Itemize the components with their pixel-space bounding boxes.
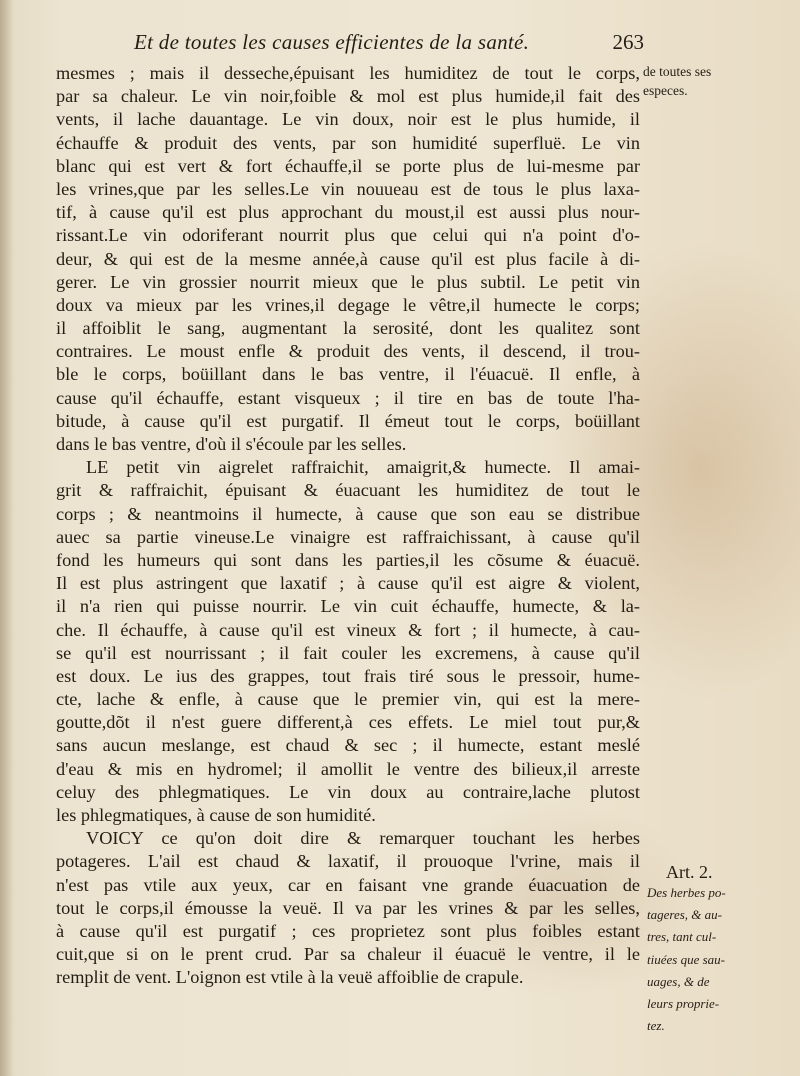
text-line: grit & raffraichit, épuisant & éuacuant les humiditez de tout le bbox=[56, 480, 640, 501]
text-line: sans aucun meslange, est chaud & sec ; il humecte, estant meslé bbox=[56, 735, 640, 756]
text-line: échauffe & produit des vents, par son humidité superfluë. Le vin bbox=[56, 132, 640, 153]
margin-note-line: especes. bbox=[643, 83, 688, 98]
text-line: blanc qui est vert & fort échauffe,il se porte plus de lui-mesme par bbox=[56, 155, 640, 176]
margin-note-line: uages, & de bbox=[647, 973, 710, 989]
text-line: contraires. Le moust enfle & produit des vents, il descend, il trou- bbox=[56, 341, 640, 362]
article-number: Art. 2. bbox=[666, 862, 713, 882]
body-text bbox=[56, 62, 640, 990]
text-line: dans le bas ventre, d'où il s'écoule par les selles. bbox=[56, 434, 407, 454]
text-line: cause qu'il échauffe, estant visqueux ; il tire en bas de toute l'ha- bbox=[56, 387, 640, 408]
page-number: 263 bbox=[612, 30, 644, 54]
text-line: à cause qu'il est purgatif ; ces proprietez sont plus foibles estant bbox=[56, 920, 640, 941]
margin-note-species bbox=[643, 62, 793, 100]
margin-note-line: Des herbes po- bbox=[647, 885, 726, 900]
text-line: Il est plus astringent que laxatif ; à cause qu'il est aigre & violent, bbox=[56, 573, 640, 594]
text-line: fond les humeurs qui sont dans les parties,il les cõsume & éuacuë. bbox=[56, 549, 640, 570]
text-line: remplit de vent. L'oignon est vtile à la veuë affoiblie de crapule. bbox=[56, 967, 524, 988]
text-line: vents, il lache dauantage. Le vin doux, noir est le plus humide, il bbox=[56, 109, 640, 130]
text-line: celuy des phlegmatiques. Le vin doux au contraire,lache plutost bbox=[56, 781, 640, 802]
margin-note-line: tiuées que sau- bbox=[647, 951, 725, 967]
text-line: doux va mieux par les vrines,il degage le vêtre,il humecte le corps; bbox=[56, 294, 640, 315]
text-line: tif, à cause qu'il est plus approchant du moust,il est aussi plus nour- bbox=[56, 202, 640, 223]
text-line: ble le corps, boüillant dans le bas ventre, il l'éuacuë. Il enfle, à bbox=[56, 364, 640, 385]
text-line: auec sa partie vineuse.Le vinaigre est raffraichissant, à cause qu'il bbox=[56, 526, 640, 547]
text-line: cuit,que si on le prent crud. Par sa chaleur il éuacuë le ventre, il le bbox=[56, 944, 640, 965]
text-line: se qu'il est nourrissant ; il fait couler les excremens, à cause qu'il bbox=[56, 642, 640, 663]
margin-note-line: tez. bbox=[647, 1018, 665, 1034]
text-line: les vrines,que par les selles.Le vin nouueau est de tous le plus laxa- bbox=[56, 178, 640, 199]
text-line: potageres. L'ail est chaud & laxatif, il prouoque l'vrine, mais il bbox=[56, 851, 640, 872]
text-line: bitude, à cause qu'il est purgatif. Il émeut tout le corps, boüillant bbox=[56, 410, 640, 431]
margin-note-line: tageres, & au- bbox=[647, 907, 722, 923]
text-line: il affoiblit le sang, augmentant la serosité, dont les qualitez sont bbox=[56, 318, 640, 339]
text-line: che. Il échauffe, à cause qu'il est vineux & fort ; il humecte, à cau- bbox=[56, 619, 640, 640]
text-line: par sa chaleur. Le vin noir,foible & mol est plus humide,il fait des bbox=[56, 86, 640, 107]
margin-note-line: leurs proprie- bbox=[647, 995, 720, 1011]
text-line: goutte,dõt il n'est guere different,à ces effets. Le miel tout pur,& bbox=[56, 712, 640, 733]
text-line: est doux. Le ius des grappes, tout frais tiré sous le pressoir, hume- bbox=[56, 665, 640, 686]
text-line: mesmes ; mais il desseche,épuisant les humiditez de tout le corps, bbox=[56, 63, 640, 83]
margin-note-line: de toutes ses bbox=[643, 64, 712, 79]
text-line: deur, & qui est de la mesme année,à cause qu'il est plus facile à di- bbox=[56, 248, 640, 269]
page-gutter-shadow bbox=[0, 0, 14, 1076]
text-line: les phlegmatiques, à cause de son humidité. bbox=[56, 805, 376, 825]
text-line: d'eau & mis en hydromel; il amollit le ventre des bilieux,il arreste bbox=[56, 758, 640, 779]
text-line: il n'a rien qui puisse nourrir. Le vin cuit échauffe, humecte, & la- bbox=[56, 596, 640, 617]
text-line: tout le corps,il émousse la veuë. Il va par les vrines & par les selles, bbox=[56, 897, 640, 918]
margin-note-line: tres, tant cul- bbox=[647, 929, 717, 945]
text-line: corps ; & neantmoins il humecte, à cause que son eau se distribue bbox=[56, 503, 640, 524]
text-line: rissant.Le vin odoriferant nourrit plus que celui qui n'a point d'o- bbox=[56, 225, 640, 246]
running-title: Et de toutes les causes efficientes de la santé. bbox=[134, 30, 530, 54]
text-line: cte, lache & enfle, à cause que le premier vin, qui est la mere- bbox=[56, 689, 640, 710]
margin-note-article bbox=[647, 882, 797, 1037]
page-header bbox=[104, 30, 644, 62]
paragraph-start-line: LE petit vin aigrelet raffraichit, amaigrit,& humecte. Il amai- bbox=[86, 457, 640, 478]
text-line: gerer. Le vin grossier nourrit mieux que le plus subtil. Le petit vin bbox=[56, 271, 640, 292]
text-line: n'est pas vtile aux yeux, car en faisant vne grande éuacuation de bbox=[56, 874, 640, 895]
paragraph-start-line: VOICY ce qu'on doit dire & remarquer touchant les herbes bbox=[86, 828, 640, 849]
